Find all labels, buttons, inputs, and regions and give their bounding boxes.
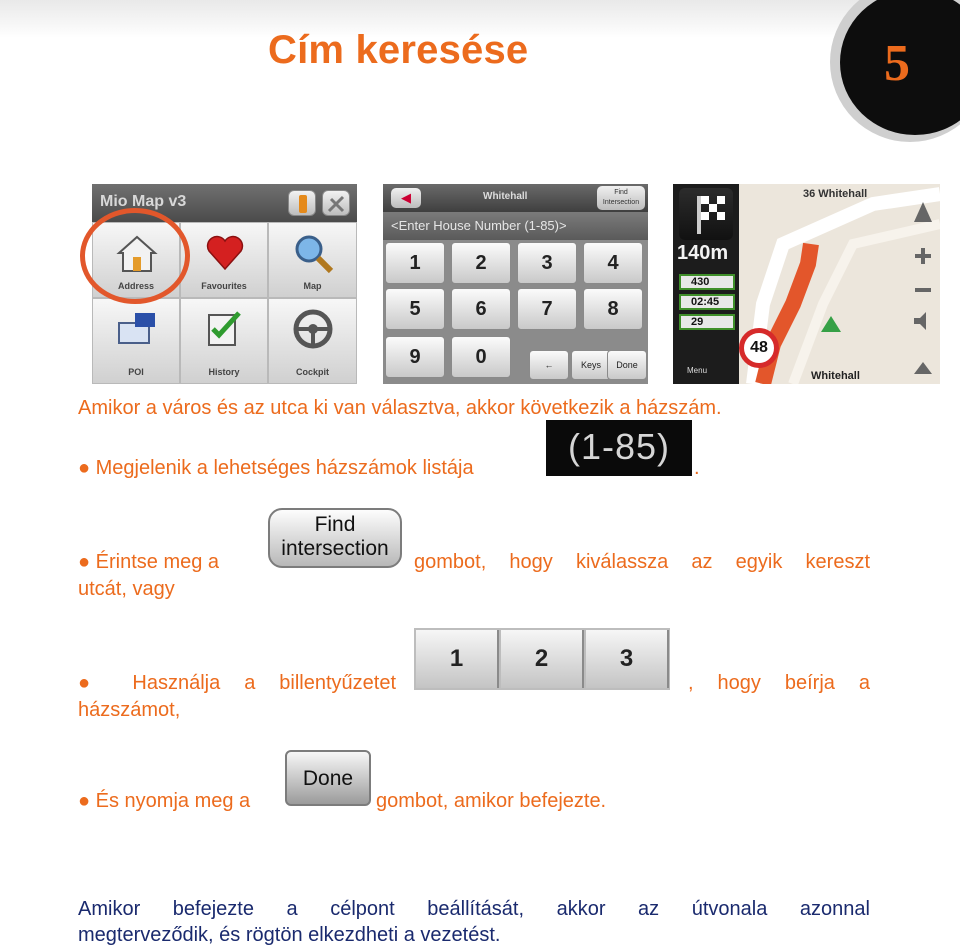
page-number: 5	[884, 35, 910, 92]
keypad-city: Whitehall	[483, 191, 528, 202]
map-menu-label: Menu	[687, 366, 708, 375]
bullet-house-list: ● Megjelenik a lehetséges házszámok listája	[78, 457, 474, 479]
stat-speed: 29	[679, 314, 735, 330]
menu-item-label: Address	[117, 281, 154, 291]
stat-distance: 430	[679, 274, 735, 290]
keypad-screenshot	[383, 184, 648, 384]
find-intersection-line1: Find	[314, 513, 356, 536]
map-side-panel	[673, 184, 739, 384]
heart-icon	[203, 231, 247, 275]
house-number-input	[383, 212, 648, 240]
house-range-image	[546, 420, 692, 476]
bullet-done-b: gombot, amikor befejezte.	[376, 790, 607, 812]
menu-item-label: Favourites	[201, 281, 247, 291]
house-range-label: (1-85)	[567, 426, 671, 467]
intro-text: Amikor a város és az utca ki van választva, akkor következik a házszám.	[78, 397, 722, 419]
menu-item-label: Map	[303, 281, 322, 291]
bullet-done-a: ● És nyomja meg a	[78, 790, 251, 812]
keypad-key: 1	[385, 242, 445, 284]
menu-item-map	[268, 222, 357, 298]
number-key: 3	[586, 630, 669, 688]
keypad-key: 9	[385, 336, 445, 378]
keypad-header	[383, 184, 648, 212]
bullet-keyboard-c: házszámot,	[78, 699, 181, 721]
bullet-find-intersection-a: ● Érintse meg a	[78, 551, 220, 573]
checklist-icon	[203, 307, 247, 351]
stat-time: 02:45	[679, 294, 735, 310]
back-arrow-icon: ◀	[391, 188, 421, 208]
keypad-key: 6	[451, 288, 511, 330]
poi-icon	[115, 307, 159, 351]
menu-item-label: History	[208, 367, 240, 377]
keypad-key: 0	[451, 336, 511, 378]
menu-item-poi	[92, 298, 180, 384]
keypad-done: Done	[607, 350, 647, 380]
house-number-placeholder: <Enter House Number (1-85)>	[391, 218, 567, 233]
find-intersection-button-image	[268, 508, 402, 568]
keypad-key: 5	[385, 288, 445, 330]
steering-wheel-icon	[291, 307, 335, 351]
done-button-image: Done	[285, 750, 371, 806]
menu-item-favourites	[180, 222, 268, 298]
bullet-find-intersection-b: gombot, hogy kiválassza az egyik kereszt	[414, 551, 870, 573]
map-street-top: 36 Whitehall	[803, 188, 868, 200]
outro-line-1: Amikor befejezte a célpont beállítását, akkor az útvonala azonnal	[78, 898, 870, 920]
menu-title: Mio Map v3	[100, 193, 187, 210]
keypad-find-intersection: Find Intersection	[597, 186, 645, 210]
tools-icon	[322, 190, 350, 216]
number-key: 2	[501, 630, 584, 688]
keypad-key: 4	[583, 242, 643, 284]
keypad-key: 7	[517, 288, 577, 330]
keypad-key: 8	[583, 288, 643, 330]
menu-item-label: POI	[128, 367, 144, 377]
bullet-keyboard-b: , hogy beírja a	[688, 672, 870, 694]
keypad-keys: Keys	[571, 350, 611, 380]
number-keys-image	[414, 628, 670, 690]
outro-line-2: megterveződik, és rögtön elkezdheti a vezetést.	[78, 924, 501, 946]
menu-item-history	[180, 298, 268, 384]
bullet-house-list-end: .	[694, 457, 700, 479]
map-controls	[908, 198, 938, 378]
map-street-bottom: Whitehall	[811, 370, 860, 382]
speed-limit-sign: 48	[739, 328, 779, 368]
map-screenshot	[673, 184, 940, 384]
bullet-keyboard-a: ● Használja a billentyűzetet	[78, 672, 396, 694]
number-key: 1	[416, 630, 499, 688]
keypad-backspace: ←	[529, 350, 569, 380]
menu-item-cockpit	[268, 298, 357, 384]
magnifier-icon	[291, 231, 335, 275]
menu-item-label: Cockpit	[295, 367, 329, 377]
address-highlight-circle	[80, 208, 190, 304]
find-intersection-line2: intersection	[281, 537, 389, 560]
keypad-key: 2	[451, 242, 511, 284]
checkered-flag-icon	[679, 188, 733, 240]
keypad-key: 3	[517, 242, 577, 284]
page-title: Cím keresése	[268, 28, 529, 72]
battery-icon	[288, 190, 316, 216]
bullet-find-intersection-c: utcát, vagy	[78, 578, 175, 600]
distance-to-turn: 140m	[677, 242, 729, 264]
